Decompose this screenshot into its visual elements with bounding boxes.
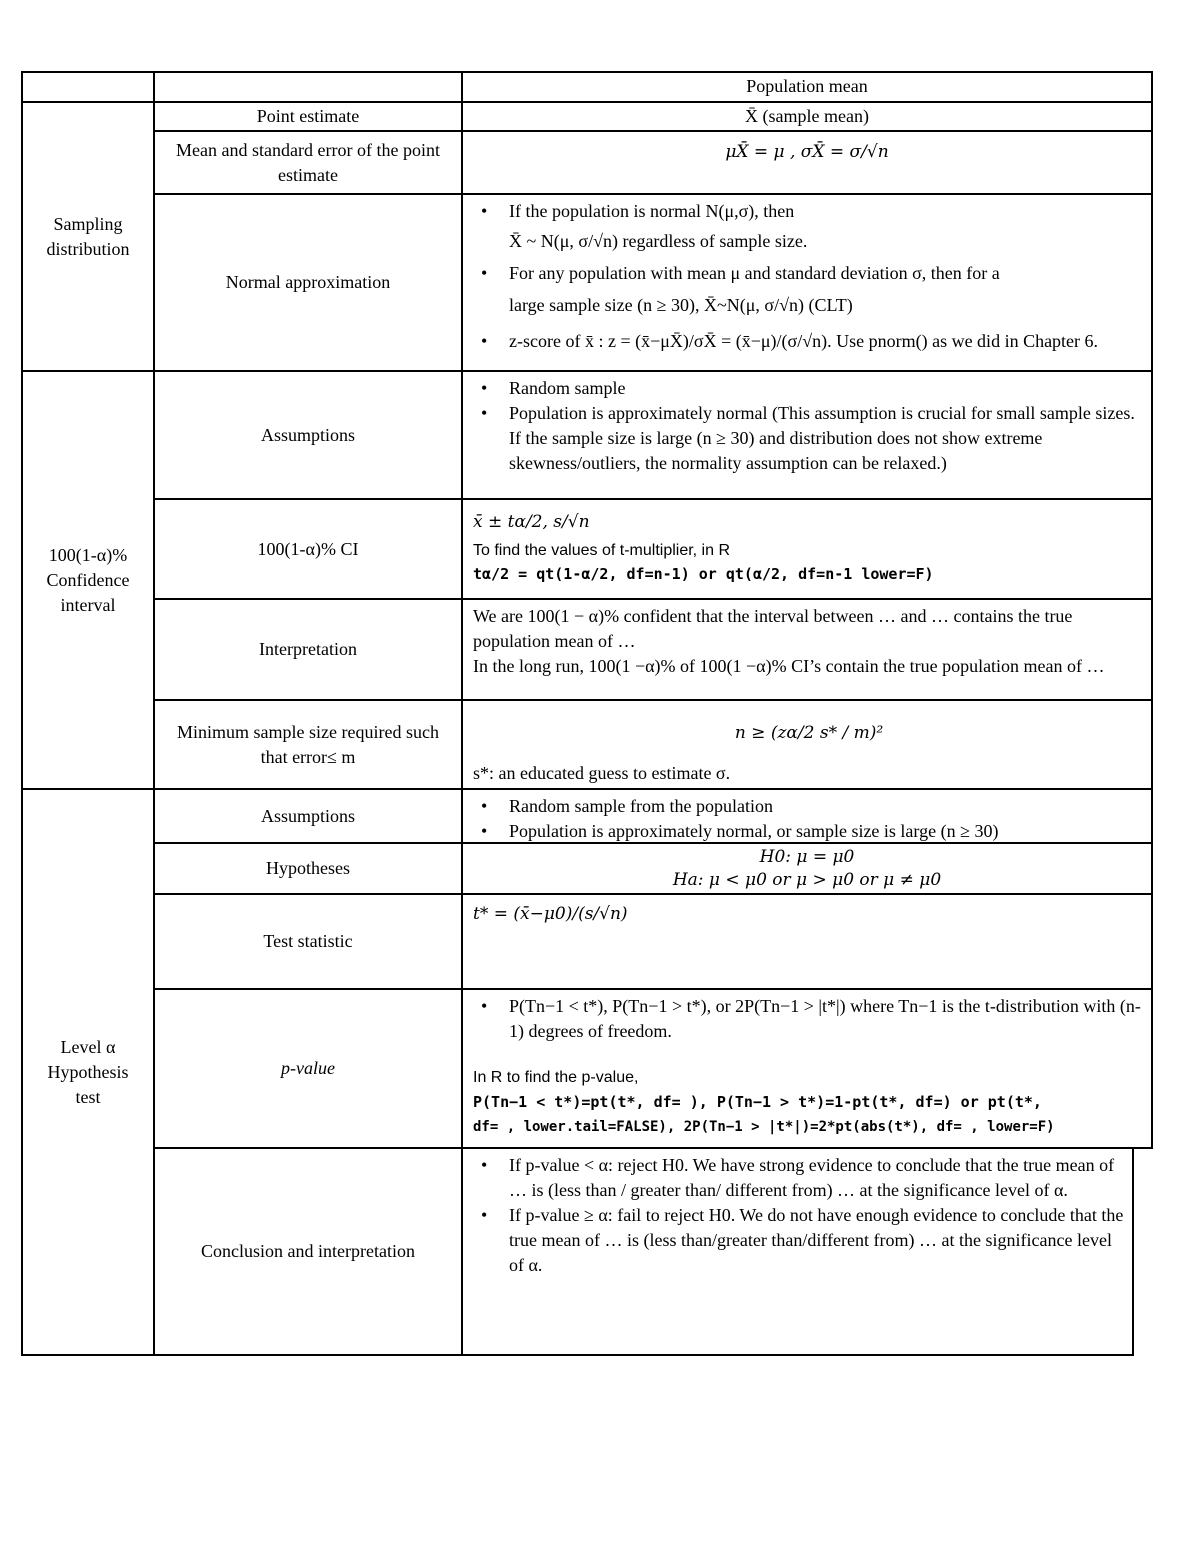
row-label-ci-assumptions: Assumptions	[260, 424, 356, 445]
conclusion-content	[463, 1151, 1132, 1354]
list-item: • Population is approximately normal (This assumption is crucial for small sample sizes. If the sample size is large (n ≥ 30) and distribution does not show extreme skewness/outliers, the normality assumption can be relaxed.)	[473, 401, 1145, 476]
row-label-ci: 100(1-α)% CI	[257, 538, 359, 559]
list-item: • If p-value < α: reject H0. We have strong evidence to conclude that the true mean of … is (less than / greater than/ different from) … at the significance level of α.	[473, 1153, 1126, 1203]
table-border-top	[21, 71, 1153, 73]
mean-se-formula: μX̄ = μ , σX̄ = σ/√n	[725, 142, 889, 162]
bullet-text: If the population is normal N(μ,σ), then	[509, 201, 795, 221]
list-item	[473, 199, 1145, 261]
row-label-min-sample-size: Minimum sample size required such that error≤ m	[177, 721, 439, 767]
list-item: • If p-value ≥ α: fail to reject H0. We do not have enough evidence to conclude that the true mean of … is (less than/greater than/different from) … at the significance level of α.	[473, 1203, 1126, 1278]
ci-content	[463, 502, 1151, 598]
section-confidence-interval	[23, 372, 153, 788]
min-sample-size-content	[463, 703, 1151, 788]
bullet-text: For any population with mean μ and standard deviation σ, then for a	[509, 263, 1000, 283]
p-value-list	[473, 994, 1145, 1044]
row-label-point-estimate: Point estimate	[256, 106, 360, 126]
section-label: 100(1-α)% Confidence interval	[46, 544, 130, 615]
hypotheses-content	[463, 846, 1151, 893]
ci-t-line: tα/2 = qt(1-α/2, df=n-1) or qt(α/2, df=n-1 lower=F)	[473, 565, 934, 583]
section-label: Sampling distribution	[46, 213, 130, 259]
p-value-r-line: In R to find the p-value,	[473, 1069, 639, 1086]
list-item: • Population is approximately normal, or sample size is large (n ≥ 30)	[473, 819, 1145, 844]
p-value-content	[463, 992, 1151, 1147]
ht-assumptions-content	[463, 792, 1151, 842]
ci-formula: x̄ ± tα/2, s/√n	[473, 512, 590, 532]
null-hypothesis: H0: μ = μ0	[759, 847, 855, 867]
ci-assumptions-list	[473, 376, 1145, 476]
row-label-hypotheses: Hypotheses	[266, 858, 350, 878]
row-label-test-statistic: Test statistic	[263, 931, 353, 951]
point-estimate-content: X̄ (sample mean)	[745, 106, 869, 126]
bullet-text-continued: large sample size (n ≥ 30), X̄~N(μ, σ/√n) (CLT)	[509, 295, 853, 315]
list-item: • Random sample	[473, 376, 1145, 401]
row-label-mean-se: Mean and standard error of the point estimate	[176, 139, 440, 185]
interpretation-line-2: In the long run, 100(1 −α)% of 100(1 −α)% CI’s contain the true population mean of …	[473, 656, 1105, 676]
p-value-code-line-1: P(Tn−1 < t*)=pt(t*, df= ), P(Tn−1 > t*)=1-pt(t*, df=) or pt(t*,	[473, 1093, 1042, 1111]
table-border-right-lower	[1132, 1148, 1134, 1356]
test-statistic-formula: t* = (x̄−μ0)/(s/√n)	[473, 904, 628, 924]
row-label-p-value: p-value	[281, 1058, 335, 1078]
interpretation-content	[463, 602, 1151, 699]
row-label-interpretation: Interpretation	[259, 639, 357, 659]
list-item: • P(Tn−1 < t*), P(Tn−1 > t*), or 2P(Tn−1 > |t*|) where Tn−1 is the t-distribution with (n-1) degrees of freedom.	[473, 994, 1145, 1044]
normal-approximation-list	[473, 199, 1145, 354]
list-item	[473, 329, 1145, 354]
ht-assumptions-list	[473, 794, 1145, 844]
normal-approximation-content	[463, 197, 1151, 370]
section-hypothesis-test	[23, 790, 153, 1354]
row-label-conclusion: Conclusion and interpretation	[201, 1241, 415, 1261]
bullet-text-continued: X̄ ~ N(μ, σ/√n) regardless of sample size.	[509, 231, 808, 251]
min-sample-formula: n ≥ (zα/2 s* / m)²	[734, 723, 884, 743]
header-population-mean: Population mean	[746, 76, 868, 96]
list-item: • Random sample from the population	[473, 794, 1145, 819]
list-item	[473, 261, 1145, 329]
table-border-bottom	[21, 1354, 1134, 1356]
ci-find-line: To find the values of t-multiplier, in R	[473, 542, 731, 559]
interpretation-line-1: We are 100(1 − α)% confident that the interval between … and … contains the true population mean of …	[473, 606, 1073, 651]
min-sample-note: s*: an educated guess to estimate σ.	[473, 763, 731, 783]
p-value-code-line-2: df= , lower.tail=FALSE), 2P(Tn−1 > |t*|)=2*pt(abs(t*), df= , lower=F)	[473, 1119, 1055, 1135]
section-sampling-distribution	[23, 103, 153, 370]
bullet-text: z-score of x̄ : z = (x̄−μX̄)/σX̄ = (x̄−μ)/(σ/√n). Use pnorm() as we did in Chapter 6.	[509, 331, 1099, 351]
conclusion-list	[473, 1153, 1126, 1278]
row-label-normal-approximation: Normal approximation	[225, 272, 391, 292]
alternative-hypothesis: Ha: μ < μ0 or μ > μ0 or μ ≠ μ0	[672, 870, 942, 890]
ci-assumptions-content	[463, 374, 1151, 498]
section-label: Level α Hypothesis test	[47, 1036, 129, 1107]
row-label-ht-assumptions: Assumptions	[260, 805, 356, 826]
